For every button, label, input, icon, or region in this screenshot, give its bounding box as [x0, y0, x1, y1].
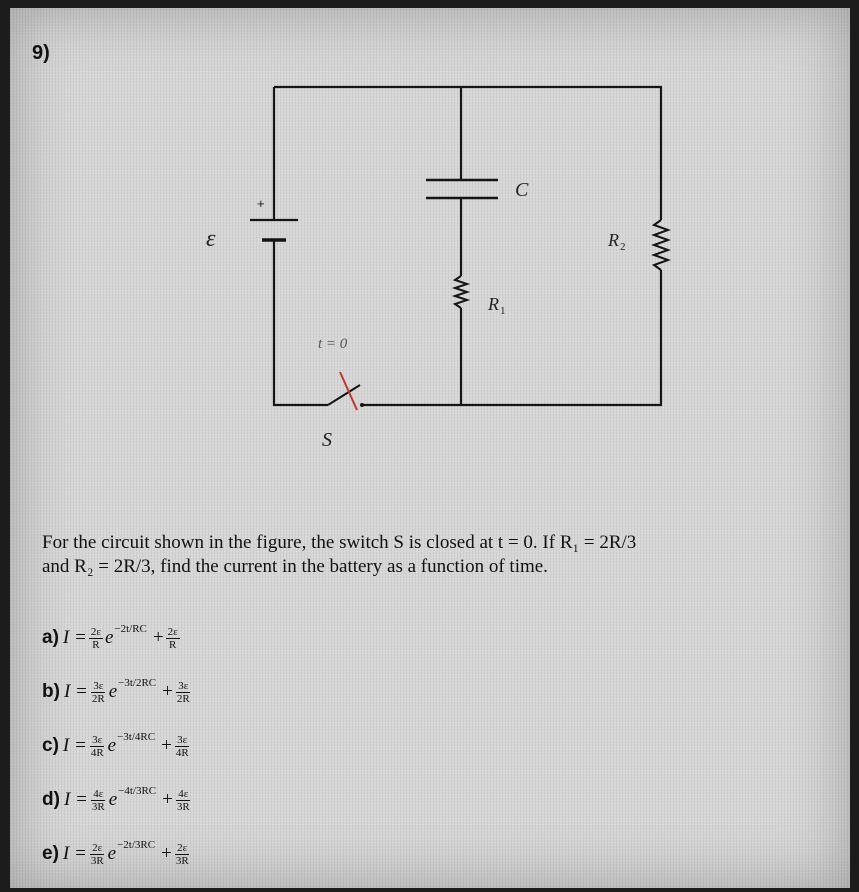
option-fraction: $\frac{3\varepsilon}{4R}$	[175, 733, 189, 759]
option-label: a)	[42, 627, 59, 648]
option-fraction: $\frac{3\varepsilon}{4R}$	[90, 733, 104, 759]
option-lhs: I =	[62, 843, 87, 864]
emf-label: ε	[206, 226, 216, 252]
r2-subscript: 2	[620, 241, 626, 253]
switch-time-label: t = 0	[318, 336, 348, 352]
wire-right-bottom	[362, 270, 661, 405]
exp-base: e	[107, 843, 117, 864]
r1-label: R	[488, 294, 499, 314]
option-label: c)	[42, 735, 59, 756]
option-d[interactable]: d) I = $\frac{4\varepsilon}{3R}$ e −4t/3RC + $\frac{4\varepsilon}{3R}$	[42, 785, 190, 813]
option-a[interactable]: a) I = $\frac{2\varepsilon}{R}$ e −2t/RC + $\frac{2\varepsilon}{R}$	[42, 623, 178, 651]
switch-blade	[328, 385, 360, 405]
plus-label: +	[257, 196, 265, 211]
option-label: e)	[42, 843, 59, 864]
option-b[interactable]: b) I = $\frac{3\varepsilon}{2R}$ e −3t/2RC + $\frac{3\varepsilon}{2R}$	[42, 677, 190, 705]
option-c[interactable]: c) I = $\frac{3\varepsilon}{4R}$ e −3t/4RC + $\frac{3\varepsilon}{4R}$	[42, 731, 189, 759]
resistor-r1	[455, 276, 467, 308]
wire-top	[274, 87, 661, 220]
option-fraction: $\frac{4\varepsilon}{3R}$	[91, 787, 105, 813]
r1-subscript: 1	[500, 305, 506, 317]
paper-sheet	[10, 8, 850, 888]
switch-contact	[360, 403, 364, 407]
option-exponent: −2t/3RC	[117, 839, 156, 851]
option-label: b)	[42, 681, 60, 702]
option-exponent: −3t/4RC	[117, 731, 156, 743]
option-lhs: I =	[62, 735, 87, 756]
option-lhs: I =	[63, 681, 88, 702]
problem-text	[42, 531, 832, 579]
option-fraction: $\frac{2\varepsilon}{R}$	[90, 625, 101, 651]
option-exponent: −4t/3RC	[118, 785, 157, 797]
r2-label: R	[608, 230, 619, 250]
option-fraction: $\frac{3\varepsilon}{2R}$	[91, 679, 105, 705]
option-e[interactable]: e) I = $\frac{2\varepsilon}{3R}$ e −2t/3RC + $\frac{2\varepsilon}{3R}$	[42, 839, 189, 867]
option-lhs: I =	[63, 789, 88, 810]
exp-base: e	[104, 627, 114, 648]
option-lhs: I =	[62, 627, 87, 648]
option-fraction: $\frac{2\varepsilon}{3R}$	[175, 841, 189, 867]
option-exponent: −2t/RC	[114, 623, 147, 635]
problem-line-2: and R₂ = 2R/3, find the current in the battery as a function of time.	[42, 556, 548, 577]
exp-base: e	[107, 735, 117, 756]
option-fraction: $\frac{4\varepsilon}{3R}$	[176, 787, 190, 813]
exp-base: e	[108, 681, 118, 702]
option-fraction: $\frac{2\varepsilon}{3R}$	[90, 841, 104, 867]
resistor-r2	[654, 220, 668, 270]
wire-left-lower	[274, 240, 328, 405]
problem-line-1: For the circuit shown in the figure, the switch S is closed at t = 0. If R₁ = 2R/3	[42, 532, 637, 553]
switch-label: S	[322, 429, 332, 451]
switch-arrow	[340, 372, 357, 410]
option-fraction: $\frac{2\varepsilon}{R}$	[167, 625, 178, 651]
capacitor-label: C	[515, 179, 529, 201]
circuit-diagram	[10, 8, 850, 478]
question-number: 9)	[32, 42, 50, 64]
option-label: d)	[42, 789, 60, 810]
option-exponent: −3t/2RC	[118, 677, 157, 689]
exp-base: e	[108, 789, 118, 810]
option-fraction: $\frac{3\varepsilon}{2R}$	[176, 679, 190, 705]
